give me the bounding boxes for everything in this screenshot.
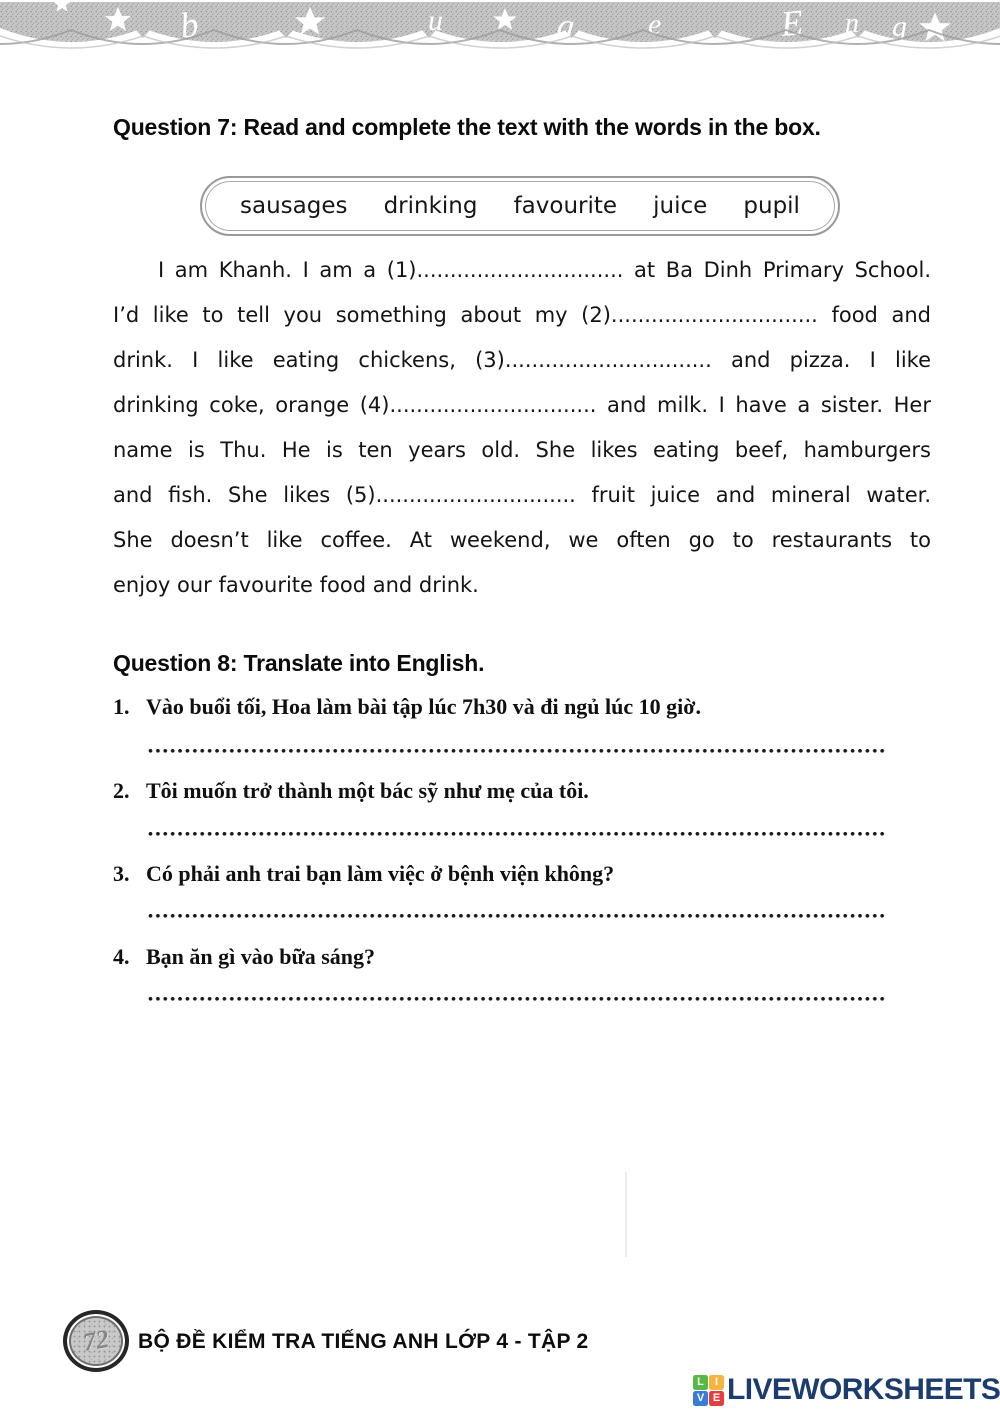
item-text: Bạn ăn gì vào bữa sáng? xyxy=(146,944,375,969)
svg-text:n: n xyxy=(845,8,859,39)
word-box-word: juice xyxy=(653,193,708,219)
logo-tile-e: E xyxy=(709,1391,724,1406)
paragraph-line: She doesn’t like coffee. At weekend, we often go to restaurants to xyxy=(113,528,931,552)
item-number: 2. xyxy=(113,778,130,803)
liveworksheets-logo xyxy=(693,1373,1000,1407)
item-number: 4. xyxy=(113,944,130,969)
paragraph-line: enjoy our favourite food and drink. xyxy=(113,573,479,597)
book-title: BỘ ĐỀ KIỂM TRA TIẾNG ANH LỚP 4 - TẬP 2 xyxy=(138,1330,589,1353)
question8-item-1 xyxy=(113,694,913,720)
word-box-word: drinking xyxy=(383,193,478,219)
svg-text:E: E xyxy=(779,2,805,44)
word-box-word: pupil xyxy=(743,193,800,219)
paragraph-line: I am Khanh. I am a (1)............................... at Ba Dinh Primary School. xyxy=(158,258,931,282)
paragraph-line: and fish. She likes (5).............................. fruit juice and mineral water. xyxy=(113,483,931,507)
logo-tile-v: V xyxy=(693,1391,708,1406)
svg-text:g: g xyxy=(892,10,907,43)
scan-artifact-line xyxy=(625,1172,627,1257)
svg-text:e: e xyxy=(648,8,662,41)
paragraph-line: drinking coke, orange (4)............................... and milk. I have a sister. Her xyxy=(113,393,931,417)
item-text: Vào buổi tối, Hoa làm bài tập lúc 7h30 và đi ngủ lúc 10 giờ. xyxy=(146,694,701,719)
answer-line-4[interactable] xyxy=(148,996,885,1002)
word-box-word: sausages xyxy=(240,193,348,219)
page-number: 72 xyxy=(80,1323,112,1358)
item-number: 1. xyxy=(113,694,130,719)
question8-title: Question 8: Translate into English. xyxy=(113,650,485,676)
word-box-word: favourite xyxy=(513,193,618,219)
paragraph-line: name is Thu. He is ten years old. She likes eating beef, hamburgers xyxy=(113,438,931,462)
word-box xyxy=(200,176,840,236)
item-text: Có phải anh trai bạn làm việc ở bệnh viện không? xyxy=(146,861,615,886)
answer-line-3[interactable] xyxy=(148,913,885,919)
liveworksheets-wordmark: LIVEWORKSHEETS xyxy=(727,1373,1000,1406)
question7-title: Question 7: Read and complete the text with the words in the box. xyxy=(113,114,821,140)
decorative-top-border xyxy=(0,0,1000,62)
item-text: Tôi muốn trở thành một bác sỹ như mẹ của tôi. xyxy=(146,778,589,803)
liveworksheets-tiles-icon xyxy=(693,1375,724,1406)
logo-tile-i: I xyxy=(709,1375,724,1390)
page-number-badge xyxy=(63,1310,129,1372)
top-border-ornament-image xyxy=(0,0,1000,62)
paragraph-line: drink. I like eating chickens, (3)............................... and pizza. I like xyxy=(113,348,931,372)
logo-tile-l: L xyxy=(693,1375,708,1390)
answer-line-2[interactable] xyxy=(148,831,885,837)
svg-text:u: u xyxy=(428,4,443,37)
question8-item-3 xyxy=(113,861,913,887)
question7-text xyxy=(113,248,931,608)
paragraph-line: I’d like to tell you something about my (2)............................... food and xyxy=(113,303,931,327)
item-number: 3. xyxy=(113,861,130,886)
question8-item-4 xyxy=(113,944,913,970)
svg-text:g: g xyxy=(555,7,576,46)
svg-text:b: b xyxy=(177,3,201,46)
question8-item-2 xyxy=(113,778,913,804)
answer-line-1[interactable] xyxy=(148,748,885,754)
